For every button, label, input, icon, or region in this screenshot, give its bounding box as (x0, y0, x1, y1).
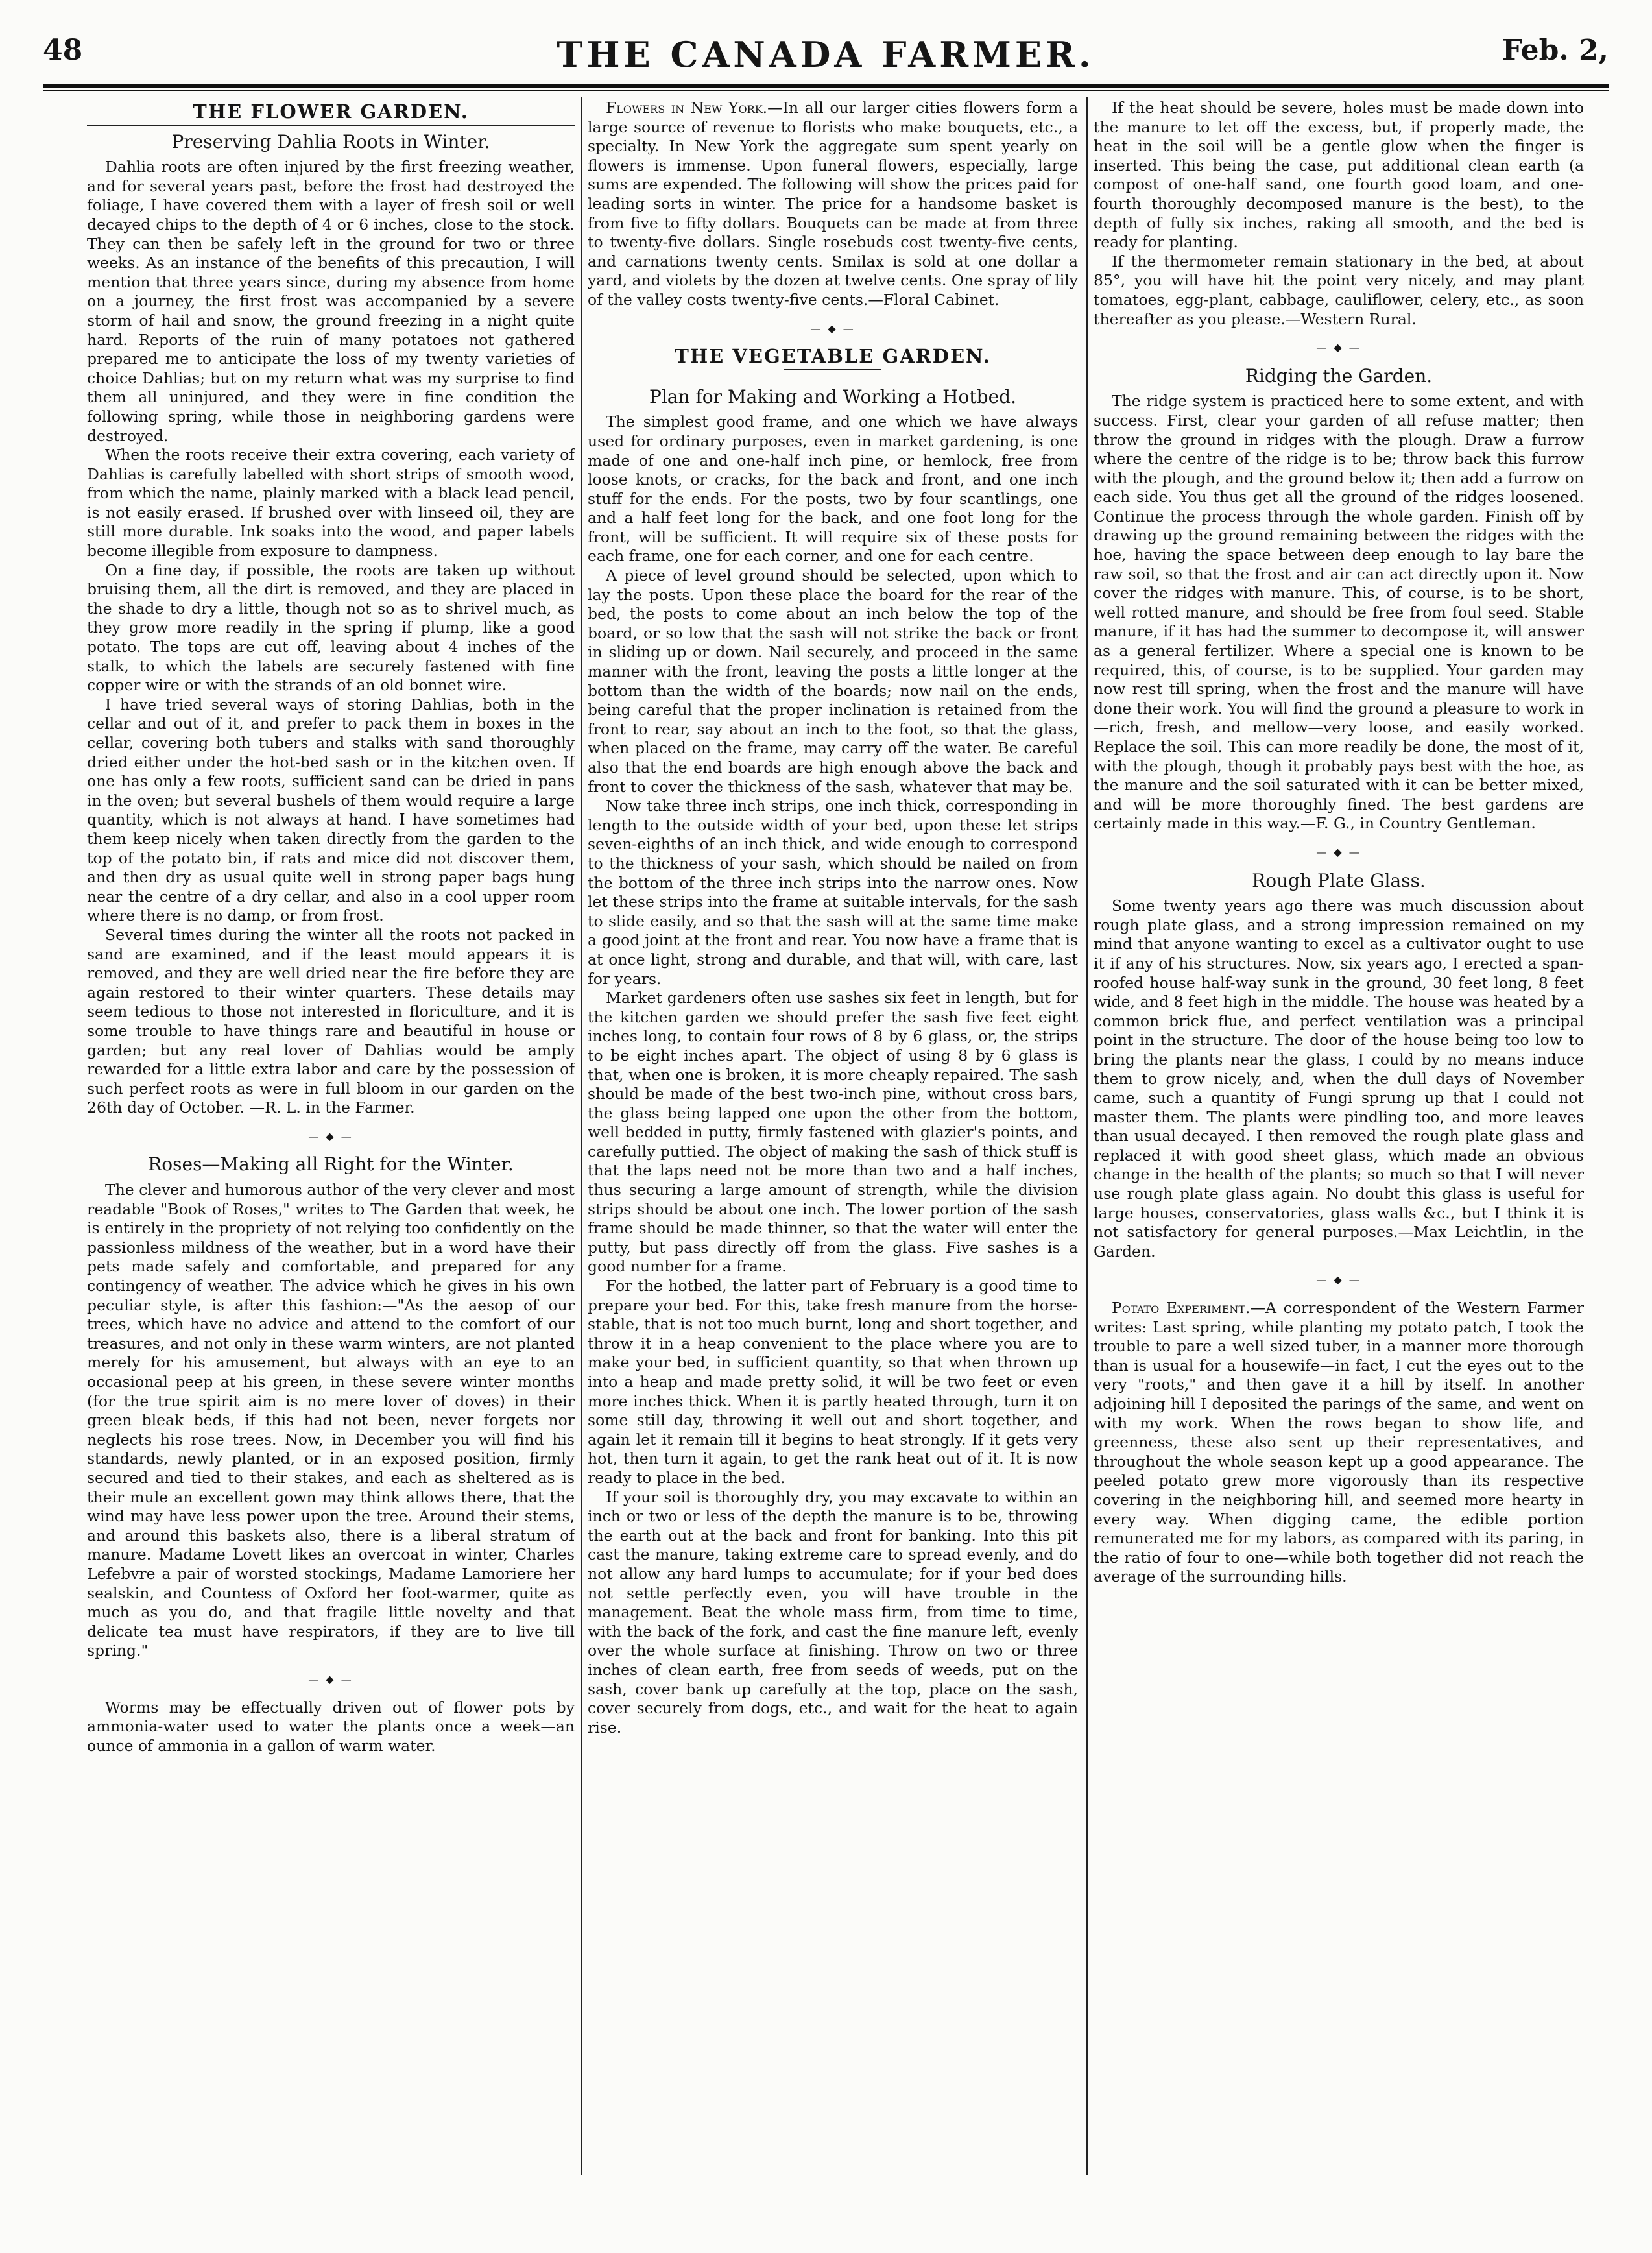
page-number: 48 (43, 34, 83, 67)
paragraph-worms: Worms may be effectually driven out of flower pots by ammonia-water used to water the plants once a week—an ounce of ammonia in a gallon of warm water. (87, 1698, 575, 1755)
column-1 (87, 99, 575, 2174)
section-title-vegetable-garden: THE VEGETABLE GARDEN. (675, 345, 991, 368)
item-text: —A correspondent of the Western Farmer writes: Last spring, while planting my potato patch, I took the trouble to pare a well sized tuber, in a manner more thorough than is usual for a housewife—in fact, I cut the eyes out to the very "roots," and then gave it a hill by itself. In another adjoining hill I deposited the parings of the same, and went on with my work. When the rows began to show life, and greenness, these also sent up their representatives, and throughout the whole season kept up a good appearance. The peeled potato grew more vigorously than its respective covering in the neighboring hill, and seemed more hearty in every way. When digging came, the edible portion remunerated me for my labors, as compared with its paring, in the ratio of four to one—while both together did not reach the average of the surrounding hills. (1094, 1299, 1584, 1586)
article-title-roses: Roses—Making all Right for the Winter. (148, 1153, 514, 1175)
paragraph: If the heat should be severe, holes must be made down into the manure to let off the excess, but, if properly made, the heat in the soil will be a gentle glow when the finger is inserted. This being the case, put additional clean earth (a compost of one-half sand, one fourth good loam, and one-fourth thoroughly decomposed manure is the best), to the depth of fully six inches, raking all smooth, and the bed is ready for planting. (1094, 99, 1584, 252)
paragraph: If your soil is thoroughly dry, you may excavate to within an inch or two or less of the depth the manure is to be, throwing the earth out at the back and front for banking. Into this pit cast the manure, taking extreme care to spread evenly, and do not allow any hard lumps to accumulate; for if your bed does not settle perfectly even, you will have trouble in the management. Beat the whole mass firm, from time to time, with the back of the fork, and cast the fine manure left, evenly over the whole surface at finishing. Throw on two or three inches of clean earth, free from seeds of weeds, put on the sash, cover bank up carefully at the top, place on the sash, cover securely from dogs, etc., and wait for the heat to again rise. (588, 1488, 1078, 1737)
column-divider (581, 97, 582, 2175)
article-separator: — ◆ — (810, 322, 856, 335)
column-2 (588, 99, 1078, 2174)
newspaper-title: THE CANADA FARMER. (557, 34, 1095, 75)
article-separator: — ◆ — (308, 1672, 353, 1685)
article-title-plate-glass: Rough Plate Glass. (1252, 869, 1426, 891)
paragraph-flowers-ny (588, 99, 1078, 310)
masthead (43, 34, 1609, 80)
paragraph: If the thermometer remain stationary in the bed, at about 85°, you will have hit the point very nicely, and may plant tomatoes, egg-plant, cabbage, cauliflower, celery, etc., as soon thereafter as you please.—Western Rural. (1094, 252, 1584, 328)
masthead-rule (43, 84, 1609, 88)
paragraph: Several times during the winter all the roots not packed in sand are examined, and if the least mould appears it is removed, and they are well dried near the fire before they are again restored to their winter quarters. These details may seem tedious to those not interested in floriculture, and it is some trouble to have things rare and beautiful in house or garden; but any real lover of Dahlias would be amply rewarded for a little extra labor and care by the possession of such perfect roots as were in full bloom in our garden on the 26th day of October. —R. L. in the Farmer. (87, 925, 575, 1117)
paragraph: Some twenty years ago there was much discussion about rough plate glass, and a strong impression remained on my mind that anyone wanting to excel as a cultivator ought to use it if any of his structures. Now, six years ago, I erected a span-roofed house half-way sunk in the ground, 30 feet long, 8 feet wide, and 8 feet high in the middle. The house was heated by a common brick flue, and perfect ventilation was a principal point in the structure. The door of the house being too low to bring the plants near the glass, I could by no means induce them to grow nicely, and, when the dull days of November came, such a quantity of Fungi sprung up that I could not master them. The plants were pindling too, and more leaves than usual decayed. I then removed the rough plate glass and replaced it with good sheet glass, which made an obvious change in the health of the plants; so much so that I will never use rough plate glass again. No doubt this glass is useful for large houses, conservatories, glass walls &c., but I think it is not satisfactory for general purposes.—Max Leichtlin, in the Garden. (1094, 897, 1584, 1260)
article-title-dahlia: Preserving Dahlia Roots in Winter. (171, 130, 490, 152)
issue-date: Feb. 2, (1502, 34, 1609, 67)
paragraph: The clever and humorous author of the very clever and most readable "Book of Roses," writes to The Garden that week, he is entirely in the propriety of not relying too confidently on the passionless mildness of the weather, but in a word have their pets made safely and comfortable, and prepared for any contingency of weather. The advice which he gives in his own peculiar style, is after this fashion:—"As the aesop of our trees, which have no advice and attend to the comfort of our treasures, and not only in these warm winters, are not planted merely for his amusement, but always with an eye to an occasional peep at his green, in these severe winter months (for the true spirit aim is no mere lover of doves) in their green bleak beds, if this had not been, never forgets nor neglects his rose trees. Now, in December you will find his standards, newly planted, or in an exposed position, firmly secured and tied to their stakes, and each as sheltered as is their mule an excellent gown may think allows there, that the wind may have less power upon the tree. Around their stems, and around this baskets also, there is a liberal stratum of manure. Madame Lovett likes an overcoat in winter, Charles Lefebvre a pair of worsted stockings, Madame Lamoriere her sealskin, and Countess of Oxford her foot-warmer, quite as much as you do, and that fragile little novelty and that delicate tea must have respirators, if they are to live till spring." (87, 1181, 575, 1660)
paragraph: I have tried several ways of storing Dahlias, both in the cellar and out of it, and prefer to pack them in boxes in the cellar, covering both tubers and stalks with sand thoroughly dried either under the hot-bed sash or in the kitchen oven. If one has only a few roots, sufficient sand can be dried in pans in the oven; but several bushels of them would require a large quantity, which is not always at hand. I have sometimes had them keep nicely when taken directly from the garden to the top of the potato bin, if rats and mice did not discover them, and then dry as usual quite well in strong paper bags hung near the centre of a dry cellar, and also in a cool upper room where there is no damp, or from frost. (87, 695, 575, 925)
article-separator: — ◆ — (1316, 845, 1361, 858)
section-title-flower-garden: THE FLOWER GARDEN. (87, 102, 575, 126)
paragraph: Dahlia roots are often injured by the first freezing weather, and for several years past, before the frost had destroyed the foliage, I have covered them with a layer of fresh soil or well decayed chips to the depth of 4 or 6 inches, close to the stock. They can then be safely left in the ground for two or three weeks. As an instance of the benefits of this precaution, I will mention that three years since, during my absence from home on a journey, the first frost was accompanied by a severe storm of hail and snow, the ground freezing in a night quite hard. Reports of the ruin of many potatoes not gathered prepared me to anticipate the loss of my twenty varieties of choice Dahlias; but on my return what was my surprise to find them all uninjured, and they were in fine condition the following spring, while those in neighboring gardens were destroyed. (87, 158, 575, 445)
paragraph: For the hotbed, the latter part of February is a good time to prepare your bed. For this, take fresh manure from the horse-stable, that is not too much burnt, long and short together, and throw it in a heap convenient to the place where you are to make your bed, in sufficient quantity, so that when thrown up into a heap and made pretty solid, it will be two feet or even more inches thick. When it is partly heated through, turn it on some still day, throwing it well out and short together, and again let it remain till it begins to heat strongly. If it gets very hot, then turn it again, to get the rank heat out of it. It is now ready to place in the bed. (588, 1277, 1078, 1487)
article-title-ridging: Ridging the Garden. (1245, 365, 1433, 387)
paragraph: The simplest good frame, and one which we have always used for ordinary purposes, even in market gardening, is one made of one and one-half inch pine, or hemlock, free from loose knots, or cracks, for the back and front, and one inch stuff for the ends. For the posts, two by four scantlings, one and a half feet long for the back, and one foot long for the front, will be sufficient. It will require six of these posts for each frame, one for each corner, and one for each centre. (588, 413, 1078, 566)
article-title-hotbed: Plan for Making and Working a Hotbed. (649, 385, 1016, 407)
column-3 (1094, 99, 1584, 2174)
paragraph: Now take three inch strips, one inch thick, corresponding in length to the outside width of your bed, upon these let strips seven-eighths of an inch thick, and wide enough to correspond to the thickness of your sash, which should be nailed on from the bottom of the three inch strips into the narrow ones. Now let these strips into the frame at suitable intervals, for the sash to slide easily, and so that the sash will at the same time make a good joint at the front and rear. You now have a frame that is at once light, strong and durable, and that will, with care, last for years. (588, 797, 1078, 988)
paragraph: Market gardeners often use sashes six feet in length, but for the kitchen garden we should prefer the sash five feet eight inches long, to contain four rows of 8 by 6 glass, or, the strips to be eight inches apart. The object of using 8 by 6 glass is that, when one is broken, it is more cheaply repaired. The sash should be made of the best two-inch pine, without cross bars, the glass being lapped one upon the other from the bottom, well bedded in putty, firmly fastened with glazier's points, and carefully puttied. The object of making the sash of thick stuff is that the laps need not be more than two and a half inches, thus securing a large amount of strength, while the division strips should be about one inch. The lower portion of the sash frame should be made thinner, so that the water will enter the putty, but pass directly off from the glass. Five sashes is a good number for a frame. (588, 989, 1078, 1276)
article-separator: — ◆ — (1316, 1273, 1361, 1286)
item-heading: Potato Experiment. (1112, 1299, 1251, 1318)
paragraph-potato (1094, 1299, 1584, 1587)
article-separator: — ◆ — (1316, 341, 1361, 354)
item-heading: Flowers in New York. (606, 99, 768, 117)
title-underline (784, 369, 881, 370)
article-separator: — ◆ — (308, 1129, 353, 1142)
column-divider (1086, 97, 1088, 2175)
paragraph: On a fine day, if possible, the roots are taken up without bruising them, all the dirt is removed, and they are placed in the shade to dry a little, though not so as to shrivel much, as they grow more readily in the spring if plump, like a good potato. The tops are cut off, leaving about 4 inches of the stalk, to which the labels are securely fastened with fine copper wire or with the strands of an old bonnet wire. (87, 560, 575, 695)
paragraph: When the roots receive their extra covering, each variety of Dahlias is carefully labelled with short strips of smooth wood, from which the name, plainly marked with a black lead pencil, is not easily erased. If brushed over with linseed oil, they are still more durable. Ink soaks into the wood, and paper labels become illegible from exposure to dampness. (87, 446, 575, 560)
masthead-rule-thin (43, 90, 1609, 91)
paragraph: A piece of level ground should be selected, upon which to lay the posts. Upon these place the board for the rear of the bed, the posts to come about an inch below the top of the board, or so low that the sash will not strike the back or front in sliding up or down. Nail securely, and proceed in the same manner with the front, leaving the posts a little longer at the bottom than the width of the boards; now nail on the ends, being careful that the proper inclination is retained from the front to rear, say about an inch to the foot, so that the glass, when placed on the frame, may carry off the water. Be careful also that the end boards are high enough above the back and front to cover the thickness of the sash, whatever that may be. (588, 566, 1078, 796)
item-text: —In all our larger cities flowers form a large source of revenue to florists who make bouquets, etc., a specialty. In New York the aggregate sum spent yearly on flowers is immense. Upon funeral flowers, especially, large sums are expended. The following will show the prices paid for leading sorts in winter. The price for a handsome basket is from five to fifty dollars. Bouquets can be made at from three to twenty-five dollars. Single rosebuds cost twenty-five cents, and carnations twenty cents. Smilax is sold at one dollar a yard, and violets by the dozen at twelve cents. One spray of lily of the valley costs twenty-five cents.—Floral Cabinet. (588, 99, 1078, 309)
paragraph: The ridge system is practiced here to some extent, and with success. First, clear your garden of all refuse matter; then throw the ground in ridges with the plough. Draw a furrow where the centre of the ridge is to be; throw back this furrow with the plough, and the ground below it; then add a furrow on each side. You thus get all the ground of the ridges loosened. Continue the process through the whole garden. Finish off by drawing up the ground remaining between the ridges with the hoe, having the space between deep enough to lay bare the raw soil, so that the frost and air can act directly upon it. Now cover the ridges with manure. This, of course, is to be short, well rotted manure, and should be free from foul seed. Stable manure, if it has had the summer to decompose it, will answer as a general fertilizer. Where a special one is known to be required, this, of course, is to be supplied. Your garden may now rest till spring, when the frost and the manure will have done their work. You will find the ground a pleasure to work in—rich, fresh, and mellow—very loose, and easily worked. Replace the soil. This can more readily be done, the most of it, with the plough, though it probably pays best with the hoe, as the manure and the soil saturated with it can be better mixed, and will be more thoroughly fined. The best gardens are certainly made in this way.—F. G., in Country Gentleman. (1094, 392, 1584, 833)
